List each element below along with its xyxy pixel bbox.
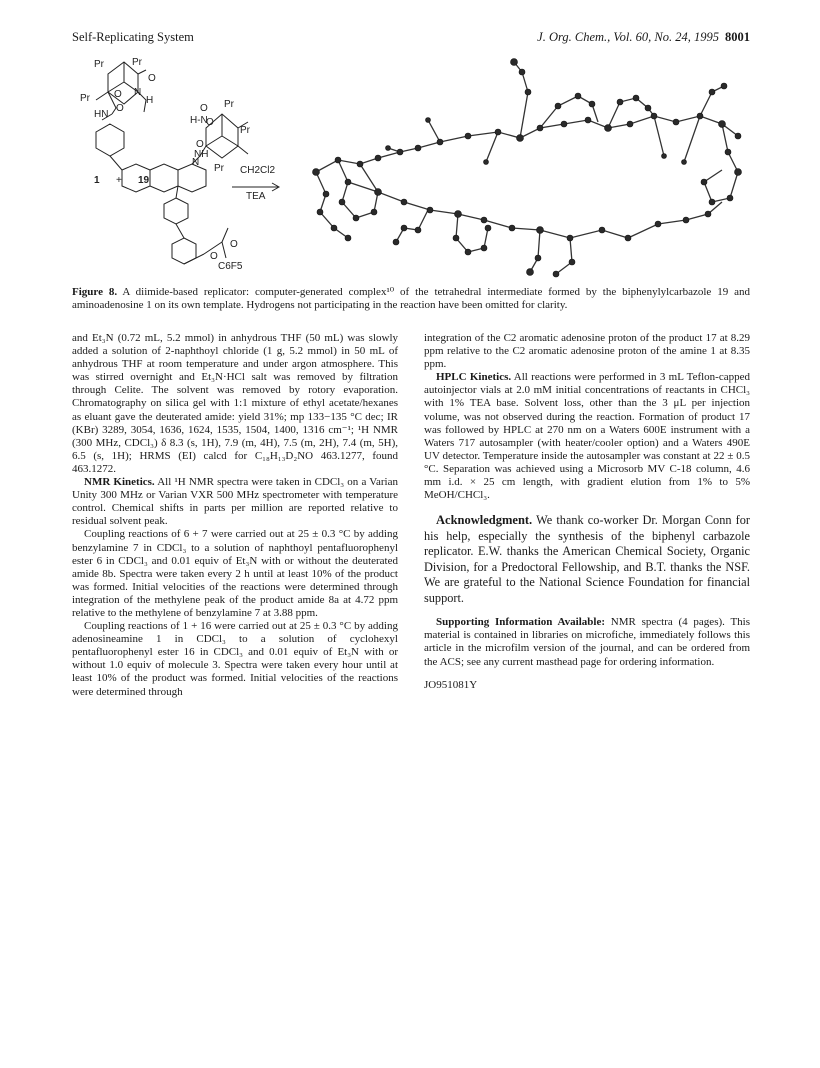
nmr-kinetics-paragraph	[72, 476, 398, 528]
paragraph-text: NMR spectra (4 pages). This material is contained in libraries on microfiche, immediately follows this article in the microfilm version of the journal, and can be ordered from the ACS; see any current masthead page for ordering information.	[424, 616, 750, 668]
label-plus: +	[116, 175, 122, 186]
label-o-3: O	[116, 103, 124, 114]
running-header	[72, 30, 750, 46]
label-reactant-19: 19	[138, 175, 150, 186]
label-o-8: O	[210, 251, 218, 262]
label-o-5: O	[206, 117, 214, 128]
article-code: JO951081Y	[424, 678, 478, 691]
paragraph: Coupling reactions of 1 + 16 were carried out at 25 ± 0.3 °C by adding adenosineamine 1 in CDCl₃ to a solution of cyclohexyl pentafluorophenyl ester 16 in CDCl₃ and 0.01 equiv of Et₃N with or without 1.0 equiv of molecule 3. Spectra were taken every hour until at least 10% of the product was formed. Initial velocities of the reactions were determined through	[72, 620, 398, 698]
label-o-7: O	[230, 239, 238, 250]
figure-8	[72, 52, 752, 282]
paragraph: Coupling reactions of 6 + 7 were carried out at 25 ± 0.3 °C by adding benzylamine 7 in CDCl₃ to a solution of naphthoyl pentafluorophenyl ester 6 in CDCl₃ and 0.01 equiv of Et₃N with or without the deuterated amide 8b. Spectra were taken every 2 h until at least 10% of the product was formed. Initial velocities of the reactions were determined through integration of the methylene peak of the product amide 8a at 4.72 ppm relative to the methylene of benzylamine 7 at 3.88 ppm.	[72, 528, 398, 619]
page-number: 8001	[725, 30, 750, 44]
label-pr-4: Pr	[224, 99, 234, 110]
label-o-1: O	[148, 73, 156, 84]
left-column	[72, 332, 398, 699]
label-pr-5: Pr	[240, 125, 250, 136]
journal-name: J. Org. Chem., Vol. 60, No. 24, 1995	[537, 30, 719, 44]
paragraph-text: All reactions were performed in 3 mL Teflon-capped autoinjector vials at 2.0 mM initial concentrations of reactants in CHCl₃ with 1% TEA base. Solvent loss, other than the 3 μL per injection volume, was not observed during the reaction. Formation of product 17 was followed by HPLC at 270 nm on a Waters 600E instrument with a Waters 717 autosampler (with heater/cooler option) and a Waters 490E UV detector. Temperature inside the autosampler was constant at 22 ± 0.5 °C. Separation was achieved using a Microsorb MV C-18 column, 4.6 mm i.d. × 25 cm length, with gradient elution from 1% to 5% MeOH/CHCl₃.	[424, 371, 750, 502]
label-hn-1: HN	[94, 109, 109, 120]
section-heading: Acknowledgment.	[436, 513, 533, 528]
label-base: TEA	[246, 191, 266, 202]
hplc-kinetics-paragraph	[424, 371, 750, 502]
label-nh-1: NH	[194, 149, 209, 160]
section-heading: HPLC Kinetics.	[436, 371, 512, 384]
acknowledgment	[424, 513, 750, 606]
figure-caption	[72, 286, 750, 312]
right-column	[424, 332, 750, 692]
paragraph: and Et₃N (0.72 mL, 5.2 mmol) in anhydrous THF (50 mL) was slowly added a solution of 2-naphthoyl chloride (1 g, 5.2 mmol) in 50 mL of anhydrous THF at room temperature and under argon atmosphere. This was stirred overnight and Et₃N·HCl salt was removed by filtration through Celite. The solvent was removed by rotory evaporation. Chromatography on silica gel with 1:1 mixture of ethyl acetate/hexanes as eluant gave the deuterated amide: yield 31%; mp 133−135 °C dec; IR (KBr) 3289, 3054, 1636, 1624, 1535, 1504, 1400, 1316 cm⁻¹; ¹H NMR (300 MHz, CDCl₃) δ 8.3 (s, 1H), 7.9 (m, 4H), 7.5 (m, 2H), 7.4 (m, 5H), 6.5 (s, 1H); HRMS (EI) calcd for C₁₈H₁₃D₂NO 463.1277, found 463.1272.	[72, 332, 398, 475]
supporting-information	[424, 616, 750, 668]
label-n-2: N	[192, 157, 200, 168]
label-h-1: H	[146, 95, 154, 106]
paragraph: integration of the C2 aromatic adenosine proton of the product 17 at 8.29 ppm relative to the C2 aromatic adenosine proton of the amine 1 at 8.35 ppm.	[424, 332, 750, 371]
running-title: Self-Replicating System	[72, 30, 194, 44]
section-heading: Supporting Information Available:	[436, 616, 606, 629]
molecular-model-drawing	[308, 52, 748, 282]
paragraph-text: All ¹H NMR spectra were taken in CDCl₃ on a Varian Unity 300 MHz or Varian VXR 500 MHz spectrometer with temperature control. Chemical shifts in parts per million are reported relative to residual solvent peak.	[72, 476, 398, 528]
label-n-1: N	[134, 87, 142, 98]
label-c6f5: C6F5	[218, 261, 243, 272]
label-pr-2: Pr	[132, 57, 142, 68]
figure-label: Figure 8.	[72, 286, 118, 298]
paragraph-text: We thank co-worker Dr. Morgan Conn for his help, especially the synthesis of the biphenyl carbazole replicator. E.W. thanks the American Chemical Society, Organic Division, for a Predoctoral Fellowship, and B.T. thanks the NSF. We are grateful to the National Science Foundation for financial support.	[424, 513, 750, 605]
label-solvent: CH2Cl2	[240, 165, 276, 176]
label-o-4: O	[200, 103, 208, 114]
label-pr-6: Pr	[214, 163, 224, 174]
label-o-2: O	[114, 89, 122, 100]
section-heading: NMR Kinetics.	[84, 476, 155, 489]
label-o-6: O	[196, 139, 204, 150]
caption-text: A diimide-based replicator: computer-generated complex¹⁰ of the tetrahedral intermediate formed by the biphenylylcarbazole 19 and aminoadenosine 1 on its own template. Hydrogens not participating in the reaction have been omitted for clarity.	[72, 286, 750, 312]
journal-citation	[537, 30, 750, 45]
label-reactant-1: 1	[94, 175, 100, 186]
label-pr-1: Pr	[94, 59, 104, 70]
label-pr-3: Pr	[80, 93, 90, 104]
label-hn-2: H-N	[190, 115, 208, 126]
